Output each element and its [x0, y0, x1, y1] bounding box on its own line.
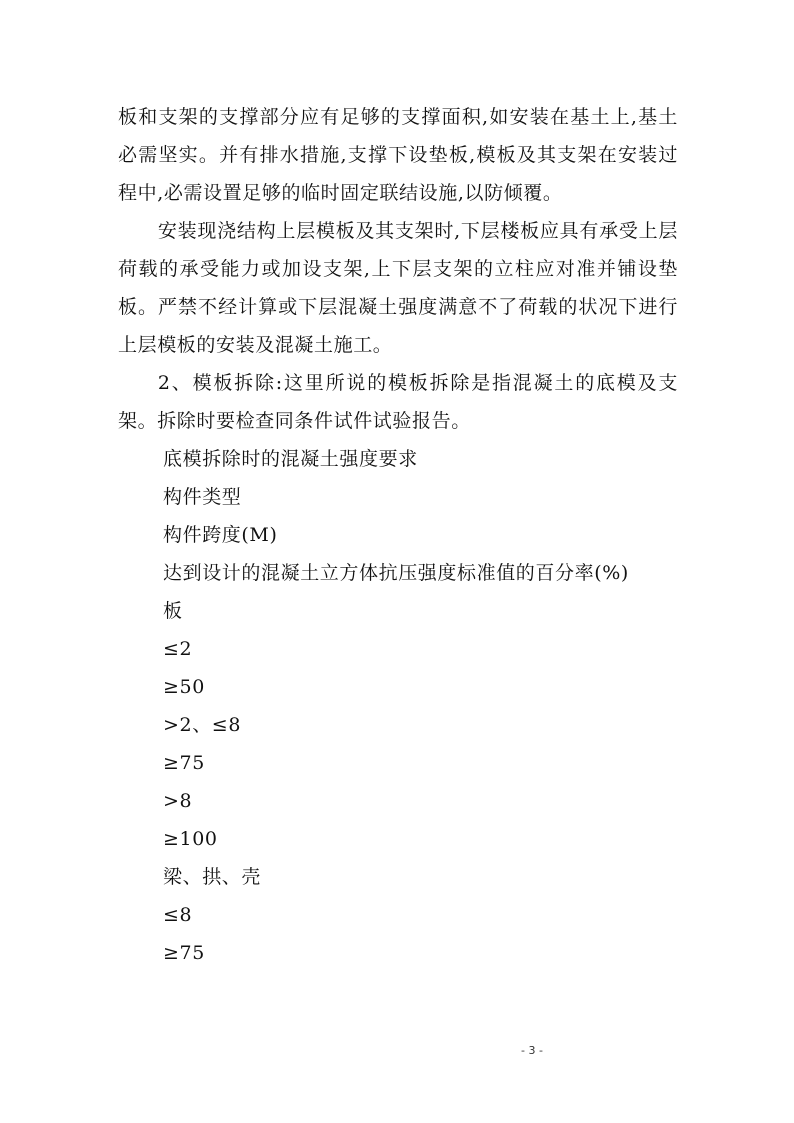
paragraph-formwork-removal: 2、模板拆除:这里所说的模板拆除是指混凝土的底模及支架。拆除时要检查同条件试件试验报告。	[118, 372, 678, 432]
row-span-value: ≤2	[163, 638, 193, 660]
row-percent-value: ≥75	[163, 752, 205, 774]
row-span-value: >8	[163, 790, 193, 812]
page-number: - 3 -	[521, 1044, 543, 1057]
header-strength-percent: 达到设计的混凝土立方体抗压强度标准值的百分率(%)	[163, 562, 629, 584]
row-percent-value: ≥75	[163, 942, 205, 964]
header-component-span: 构件跨度(M)	[163, 524, 278, 546]
row-type-beam-arch-shell: 梁、拱、壳	[163, 866, 262, 888]
row-type-slab: 板	[163, 600, 183, 622]
table-caption: 底模拆除时的混凝土强度要求	[163, 448, 418, 470]
row-percent-value: ≥100	[163, 828, 218, 850]
paragraph-upper-formwork: 安装现浇结构上层模板及其支架时,下层楼板应具有承受上层荷载的承受能力或加设支架,上下层支架的立柱应对准并铺设垫板。严禁不经计算或下层混凝土强度满意不了荷载的状况下进行上层模板的安装及混凝土施工。	[118, 220, 678, 356]
row-span-value: ≤8	[163, 904, 193, 926]
page-content	[118, 98, 678, 972]
row-span-value: >2、≤8	[163, 714, 242, 736]
header-component-type: 构件类型	[163, 486, 242, 508]
row-percent-value: ≥50	[163, 676, 205, 698]
paragraph-formwork-support: 板和支架的支撑部分应有足够的支撑面积,如安装在基土上,基土必需坚实。并有排水措施,支撑下设垫板,模板及其支架在安装过程中,必需设置足够的临时固定联结设施,以防倾覆。	[118, 106, 678, 204]
